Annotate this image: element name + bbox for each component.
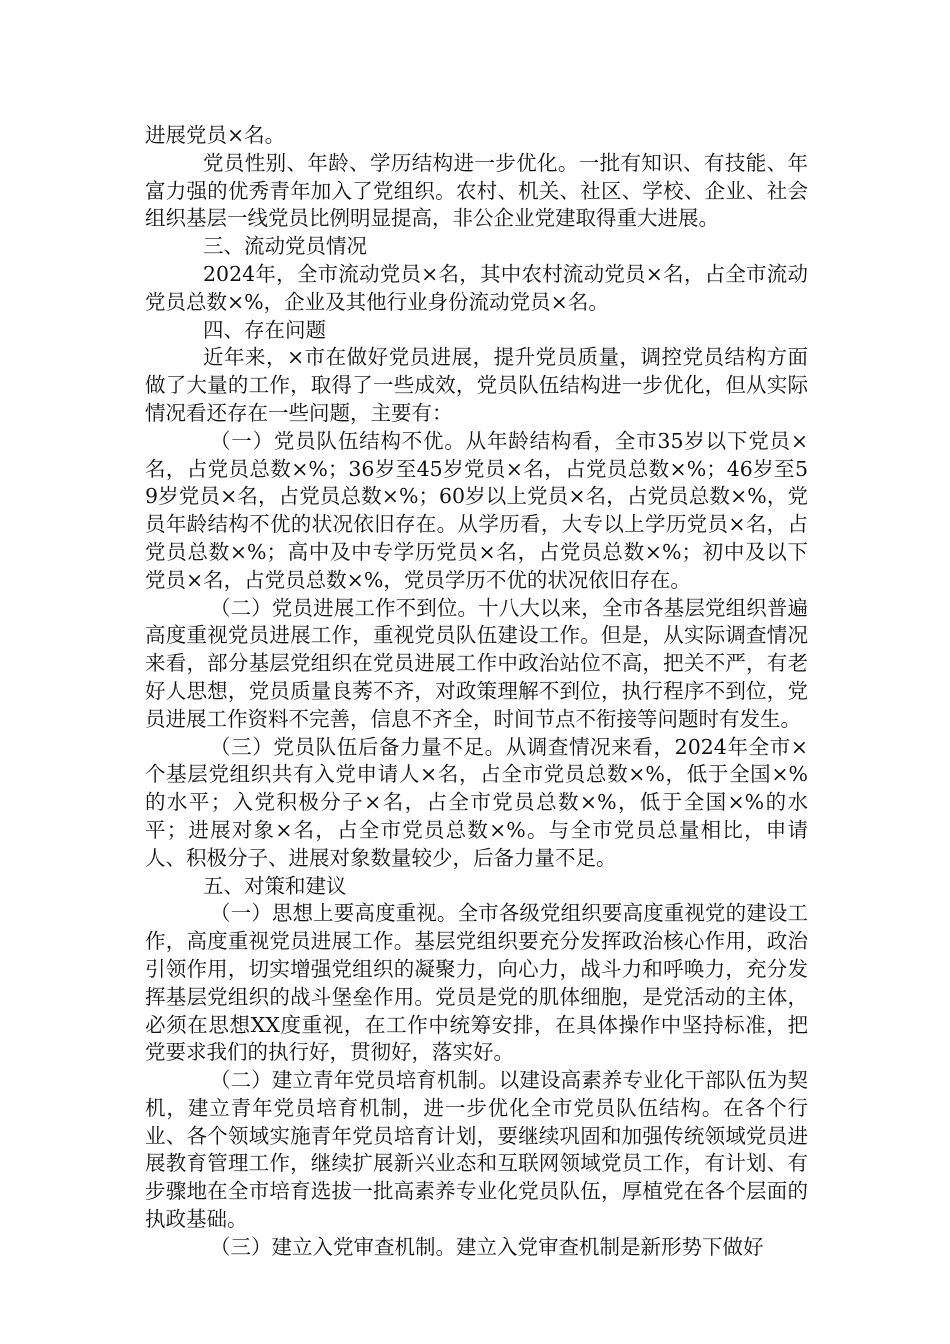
paragraph-problem-reserve: （三）党员队伍后备力量不足。从调查情况来看，2024年全市×个基层党组织共有入党申请人×名，占全市党员总数×%，低于全国×%的水平；入党积极分子×名，占全市党员总数×%，低于全国×%的水平；进展对象×名，占全市党员总数×%。与全市党员总量相比，申请人、积极分子、进展对象数量较少，后备力量不足。 xyxy=(145,734,808,870)
paragraph-floating-members: 2024年，全市流动党员×名，其中农村流动党员×名，占全市流动党员总数×%，企业及其他行业身份流动党员×名。 xyxy=(145,261,808,314)
section-heading-problems: 四、存在问题 xyxy=(203,317,326,342)
paragraph-problem-structure: （一）党员队伍结构不优。从年龄结构看，全市35岁以下党员×名，占党员总数×%；36岁至45岁党员×名，占党员总数×%；46岁至59岁党员×名，占党员总数×%；60岁以上党员×名，占党员总数×%，党员年龄结构不优的状况依旧存在。从学历看，大专以上学历党员×名，占党员总数×%；高中及中专学历党员×名，占党员总数×%；初中及以下党员×名，占党员总数×%，党员学历不优的状况依旧存在。 xyxy=(145,428,808,592)
document-body xyxy=(145,122,808,1262)
section-heading-countermeasures: 五、对策和建议 xyxy=(203,873,347,898)
paragraph-measure-youth: （二）建立青年党员培育机制。以建设高素养专业化干部队伍为契机，建立青年党员培育机制，进一步优化全市党员队伍结构。在各个行业、各个领域实施青年党员培育计划，要继续巩固和加强传统领域党员进展教育管理工作，继续扩展新兴业态和互联网领域党员工作，有计划、有步骤地在全市培育选拔一批高素养专业化党员队伍，厚植党在各个层面的执政基础。 xyxy=(145,1068,808,1232)
section-heading-floating-members: 三、流动党员情况 xyxy=(203,234,367,259)
paragraph-continued: 进展党员×名。 xyxy=(145,123,286,147)
paragraph-problem-development: （二）党员进展工作不到位。十八大以来，全市各基层党组织普遍高度重视党员进展工作，重视党员队伍建设工作。但是，从实际调查情况来看，部分基层党组织在党员进展工作中政治站位不高，把关不严，有老好人思想，党员质量良莠不齐，对政策理解不到位，执行程序不到位，党员进展工作资料不完善，信息不齐全，时间节点不衔接等问题时有发生。 xyxy=(145,595,808,731)
paragraph-problems-intro: 近年来，×市在做好党员进展，提升党员质量，调控党员结构方面做了大量的工作，取得了一些成效，党员队伍结构进一步优化，但从实际情况看还存在一些问题，主要有： xyxy=(145,345,808,425)
paragraph-structure-optimization: 党员性别、年龄、学历结构进一步优化。一批有知识、有技能、年富力强的优秀青年加入了党组织。农村、机关、社区、学校、企业、社会组织基层一线党员比例明显提高，非公企业党建取得重大进展。 xyxy=(145,150,808,231)
paragraph-measure-ideology: （一）思想上要高度重视。全市各级党组织要高度重视党的建设工作，高度重视党员进展工作。基层党组织要充分发挥政治核心作用，政治引领作用，切实增强党组织的凝聚力，向心力，战斗力和呼唤力，充分发挥基层党组织的战斗堡垒作用。党员是党的肌体细胞，是党活动的主体，必须在思想XX度重视，在工作中统筹安排，在具体操作中坚持标准，把党要求我们的执行好，贯彻好，落实好。 xyxy=(145,901,808,1065)
paragraph-measure-review: （三）建立入党审查机制。建立入党审查机制是新形势下做好 xyxy=(210,1234,764,1259)
